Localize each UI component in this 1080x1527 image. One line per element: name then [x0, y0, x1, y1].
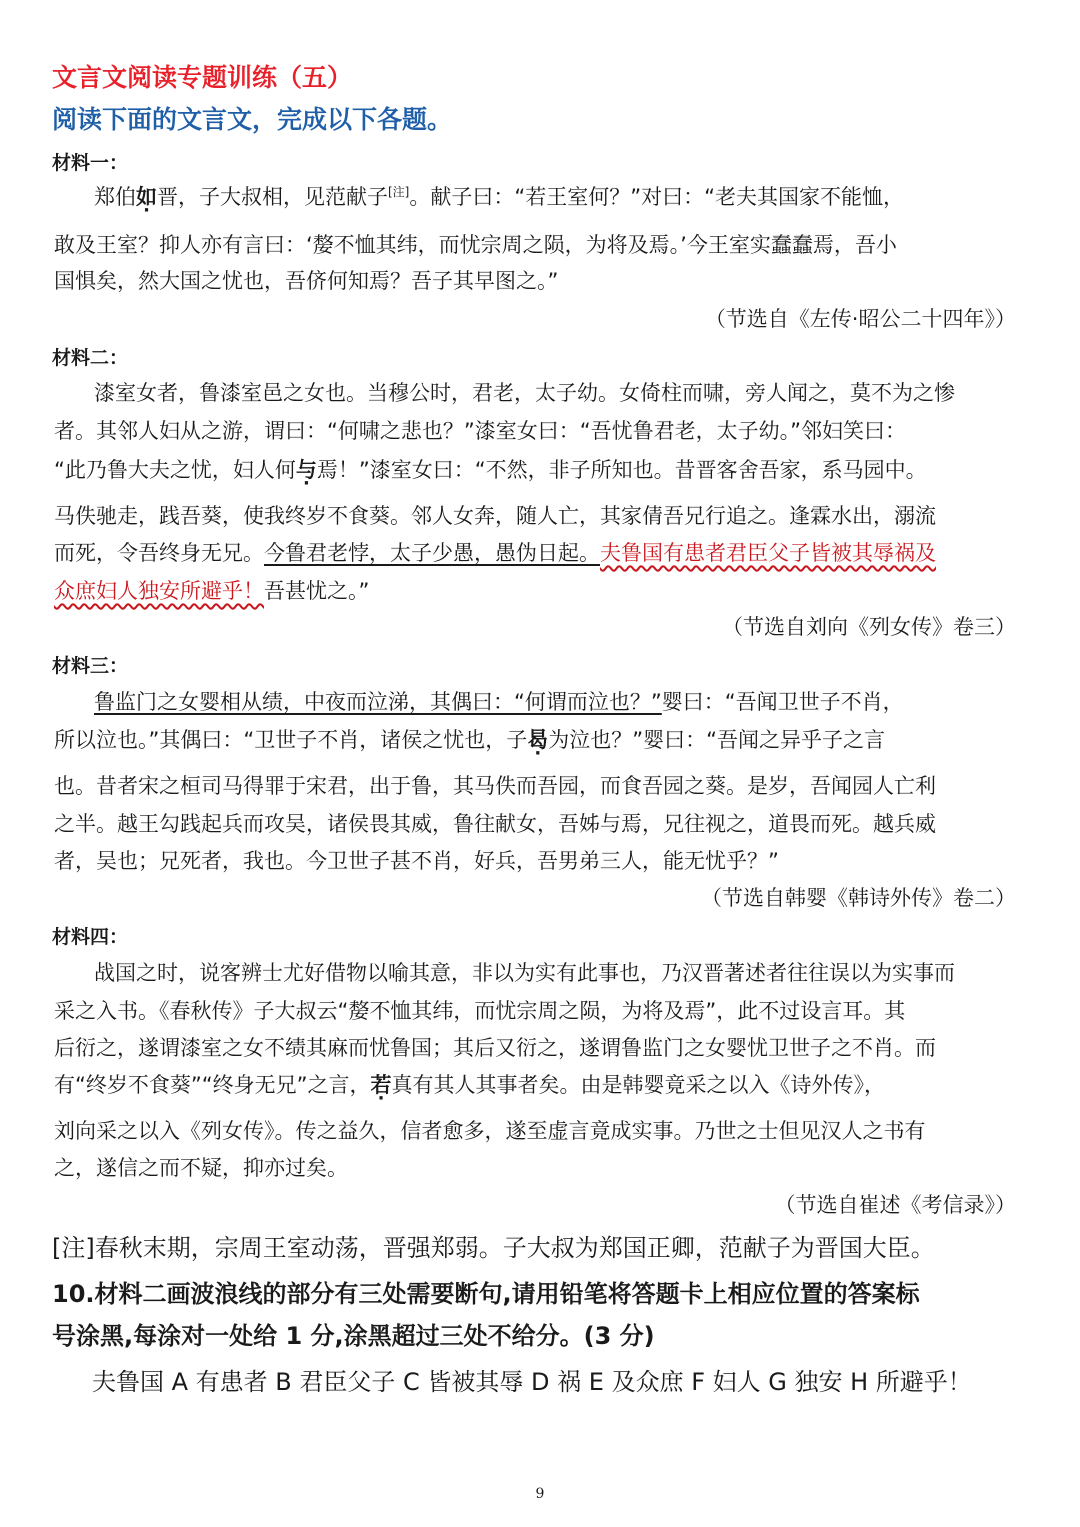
text-segment: 而死，令吾终身无兄。 [54, 541, 264, 565]
text-segment: 真有其人其事者矣。由是韩婴竟采之以入《诗外传》， [391, 1073, 886, 1097]
material-2-line-3 [54, 454, 927, 484]
text-segment: “此乃鲁大夫之忧，妇人何 [54, 458, 296, 482]
dotted-char: 如 [136, 185, 157, 209]
text-segment: 婴曰：“吾闻卫世子不肖， [661, 690, 904, 714]
page-title: 文言文阅读专题训练（五） [52, 63, 353, 92]
material-4-line-6: 之，遂信之而不疑，抑亦过矣。 [54, 1156, 348, 1180]
answer-options: 夫鲁国 A 有患者 B 君臣父子 C 皆被其辱 D 祸 E 及众庶 F 妇人 G 独安 H 所避乎！ [92, 1368, 972, 1396]
text-segment: 晋，子大叔相，见范献子 [157, 185, 388, 209]
dotted-char: 若 [370, 1073, 392, 1097]
text-segment: 所以泣也。”其偶曰：“卫世子不肖，诸侯之忧也，子 [54, 728, 528, 752]
material-2-label: 材料二： [52, 347, 129, 369]
material-4-label: 材料四： [52, 926, 129, 948]
material-4-line-4 [54, 1069, 885, 1099]
question-10-line-1: 10.材料二画波浪线的部分有三处需要断句,请用铅笔将答题卡上相应位置的答案标 [52, 1280, 920, 1308]
question-10-line-2: 号涂黑,每涂对一处给 1 分,涂黑超过三处不给分。(3 分) [52, 1322, 655, 1350]
footnote: [注]春秋末期，宗周王室动荡，晋强郑弱。子大叔为郑国正卿，范献子为晋国大臣。 [52, 1234, 935, 1262]
instruction-subtitle: 阅读下面的文言文，完成以下各题。 [52, 105, 453, 134]
wavy-underlined-passage: 夫鲁国有患者君臣父子皆被其辱祸及 [600, 541, 936, 565]
material-2-line-2: 者。其邻人妇从之游，谓曰：“何啸之悲也？”漆室女曰：“吾忧鲁君老，太子幼。”邻妇笑曰： [54, 419, 907, 443]
material-4-line-2: 采之入书。《春秋传》子大叔云“嫠不恤其纬，而忧宗周之陨，为将及焉”，此不过设言耳。其 [54, 999, 906, 1023]
material-3-line-5: 者，吴也；兄死者，我也。今卫世子甚不肖，好兵，吾男弟三人，能无忧乎？” [54, 849, 779, 873]
material-4-line-1: 战国之时，说客辨士尤好借物以喻其意，非以为实有此事也，乃汉晋著述者往往误以为实事而 [94, 961, 955, 985]
material-4-line-3: 后衍之，遂谓漆室之女不绩其麻而忧鲁国；其后又衍之，遂谓鲁监门之女婴忧卫世子之不肖。而 [54, 1036, 936, 1060]
material-4-line-5: 刘向采之以入《列女传》。传之益久，信者愈多，遂至虚言竟成实事。乃世之士但见汉人之书有 [54, 1119, 926, 1143]
material-1-source: （节选自《左传·昭公二十四年》） [704, 307, 1016, 331]
dotted-char: 与 [295, 458, 317, 482]
underlined-sentence: 鲁监门之女婴相从绩，中夜而泣涕，其偶曰：“何谓而泣也？” [94, 690, 662, 714]
page-number: 9 [535, 1486, 545, 1502]
material-1-line-1 [94, 181, 904, 211]
material-3-source: （节选自韩婴《韩诗外传》卷二） [701, 886, 1016, 910]
material-3-line-1 [94, 686, 904, 716]
dotted-char: 曷 [527, 728, 549, 752]
material-3-line-3: 也。昔者宋之桓司马得罪于宋君，出于鲁，其马佚而吾园，而食吾园之葵。是岁，吾闻园人亡利 [54, 774, 936, 798]
text-segment: 为泣也？”婴曰：“吾闻之异乎子之言 [548, 728, 886, 752]
text-segment: 郑伯 [94, 185, 136, 209]
text-segment: 吾甚忧之。” [264, 579, 370, 603]
note-marker: [注] [388, 185, 410, 199]
material-4-source: （节选自崔述《考信录》） [774, 1193, 1016, 1217]
text-segment: 焉！”漆室女曰：“不然，非子所知也。昔晋客舍吾家，系马园中。 [316, 458, 927, 482]
material-1-line-3: 国惧矣，然大国之忧也，吾侪何知焉？吾子其早图之。” [54, 269, 559, 293]
material-1-label: 材料一： [52, 152, 129, 174]
material-2-source: （节选自刘向《列女传》卷三） [722, 615, 1016, 639]
material-3-line-4: 之半。越王勾践起兵而攻吴，诸侯畏其威，鲁往献女，吾姊与焉，兄往视之，道畏而死。越兵威 [54, 812, 936, 836]
text-segment: 有“终岁不食葵”“终身无兄”之言， [54, 1073, 371, 1097]
material-3-line-2 [54, 724, 885, 754]
material-2-line-5 [54, 537, 936, 567]
material-2-line-4: 马佚驰走，践吾葵，使我终岁不食葵。邻人女奔，随人亡，其家倩吾兄行追之。逢霖水出，溺流 [54, 504, 936, 528]
text-segment: 。献子曰：“若王室何？”对曰：“老夫其国家不能恤， [409, 185, 905, 209]
material-3-label: 材料三： [52, 655, 129, 677]
material-1-line-2: 敢及王室？抑人亦有言曰：‘嫠不恤其纬，而忧宗周之陨，为将及焉。’今王室实蠢蠢焉，吾小 [54, 233, 897, 257]
underlined-sentence: 今鲁君老悖，太子少愚，愚伪日起。 [264, 541, 600, 565]
wavy-underlined-passage: 众庶妇人独安所避乎！ [54, 579, 264, 603]
material-2-line-6 [54, 575, 369, 605]
material-2-line-1: 漆室女者，鲁漆室邑之女也。当穆公时，君老，太子幼。女倚柱而啸，旁人闻之，莫不为之惨 [94, 381, 955, 405]
